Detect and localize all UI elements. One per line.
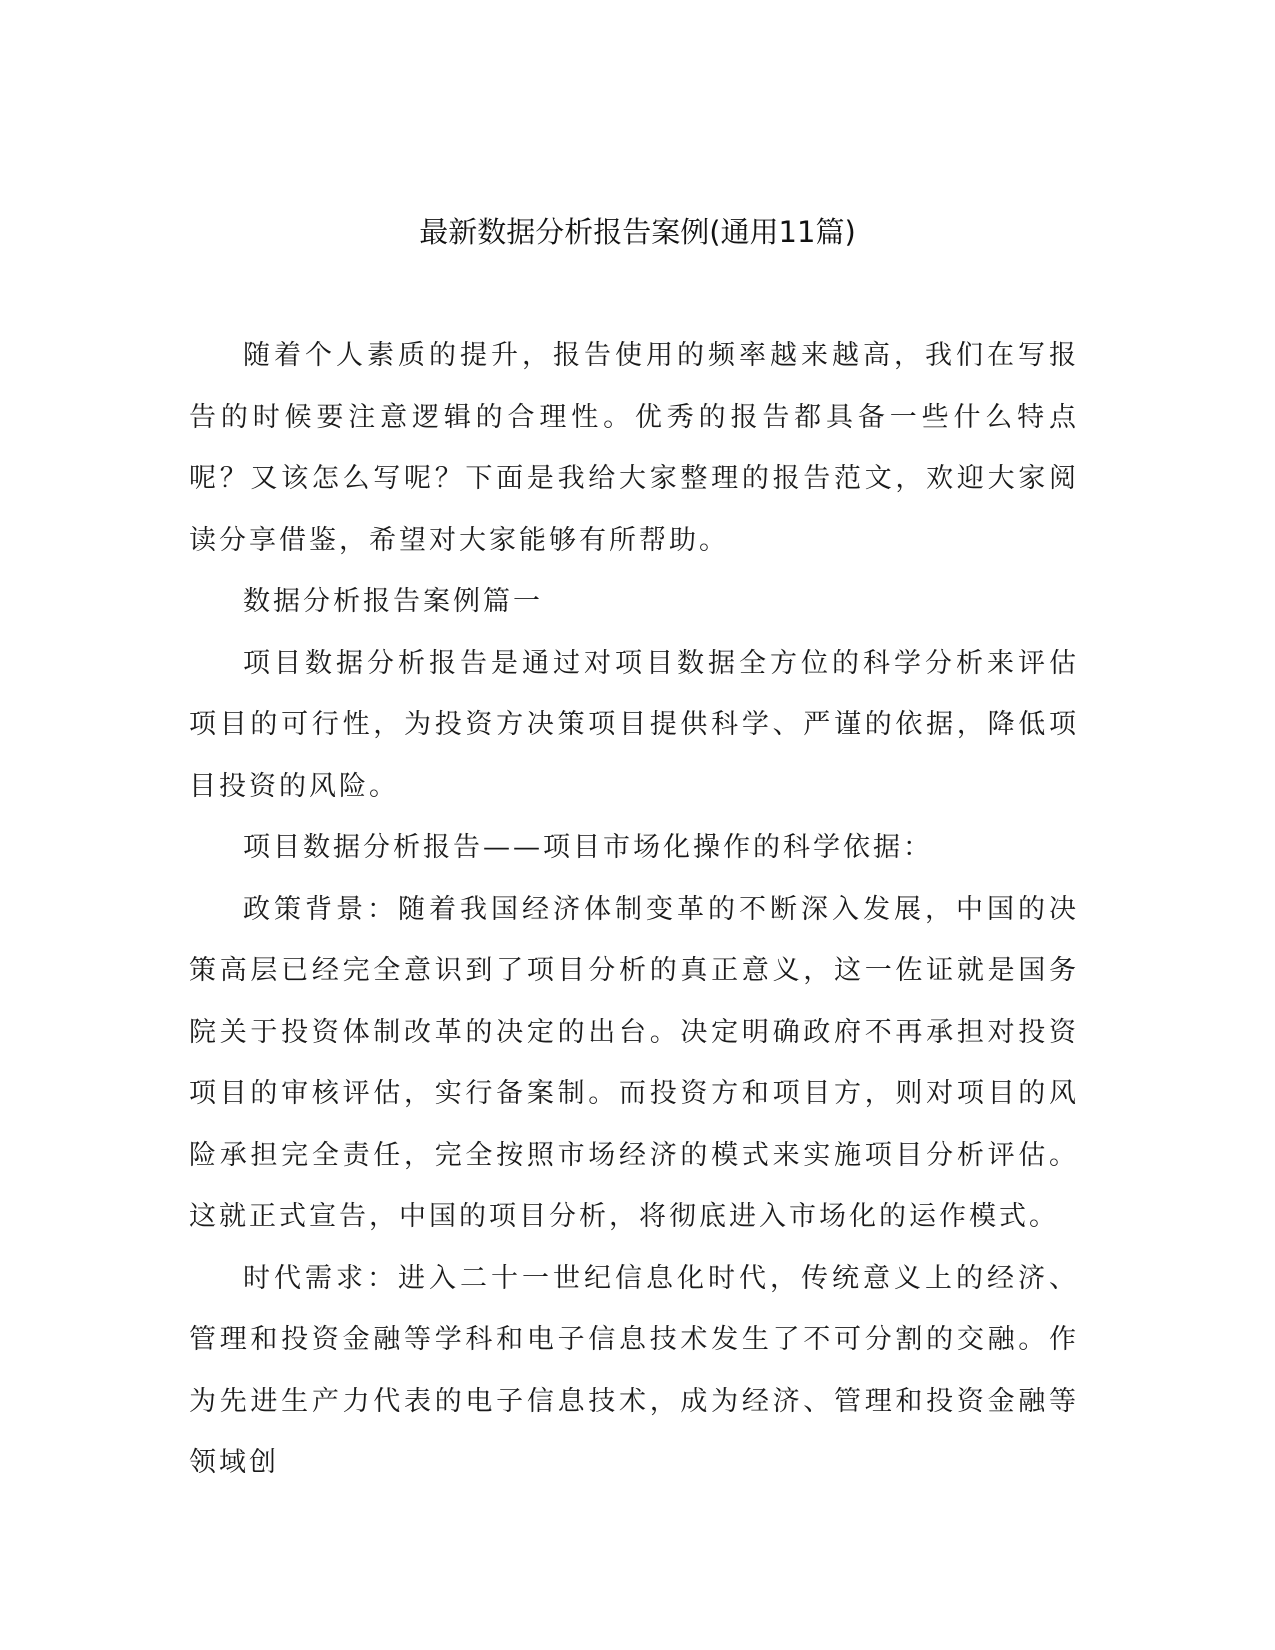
document-body bbox=[189, 325, 1079, 1494]
intro-paragraph: 随着个人素质的提升，报告使用的频率越来越高，我们在写报告的时候要注意逻辑的合理性。优秀的报告都具备一些什么特点呢？又该怎么写呢？下面是我给大家整理的报告范文，欢迎大家阅读分享借鉴，希望对大家能够有所帮助。 bbox=[189, 340, 1079, 556]
section-heading: 数据分析报告案例篇一 bbox=[243, 586, 543, 617]
subheading-paragraph: 项目数据分析报告——项目市场化操作的科学依据： bbox=[243, 832, 933, 863]
document-title: 最新数据分析报告案例(通用11篇) bbox=[419, 215, 856, 249]
body-paragraph: 政策背景：随着我国经济体制变革的不断深入发展，中国的决策高层已经完全意识到了项目分析的真正意义，这一佐证就是国务院关于投资体制改革的决定的出台。决定明确政府不再承担对投资项目的审核评估，实行备案制。而投资方和项目方，则对项目的风险承担完全责任，完全按照市场经济的模式来实施项目分析评估。这就正式宣告，中国的项目分析，将彻底进入市场化的运作模式。 bbox=[189, 893, 1079, 1232]
body-paragraph: 项目数据分析报告是通过对项目数据全方位的科学分析来评估项目的可行性，为投资方决策项目提供科学、严谨的依据，降低项目投资的风险。 bbox=[189, 647, 1079, 802]
body-paragraph: 时代需求：进入二十一世纪信息化时代，传统意义上的经济、管理和投资金融等学科和电子信息技术发生了不可分割的交融。作为先进生产力代表的电子信息技术，成为经济、管理和投资金融等领域创 bbox=[189, 1262, 1079, 1478]
